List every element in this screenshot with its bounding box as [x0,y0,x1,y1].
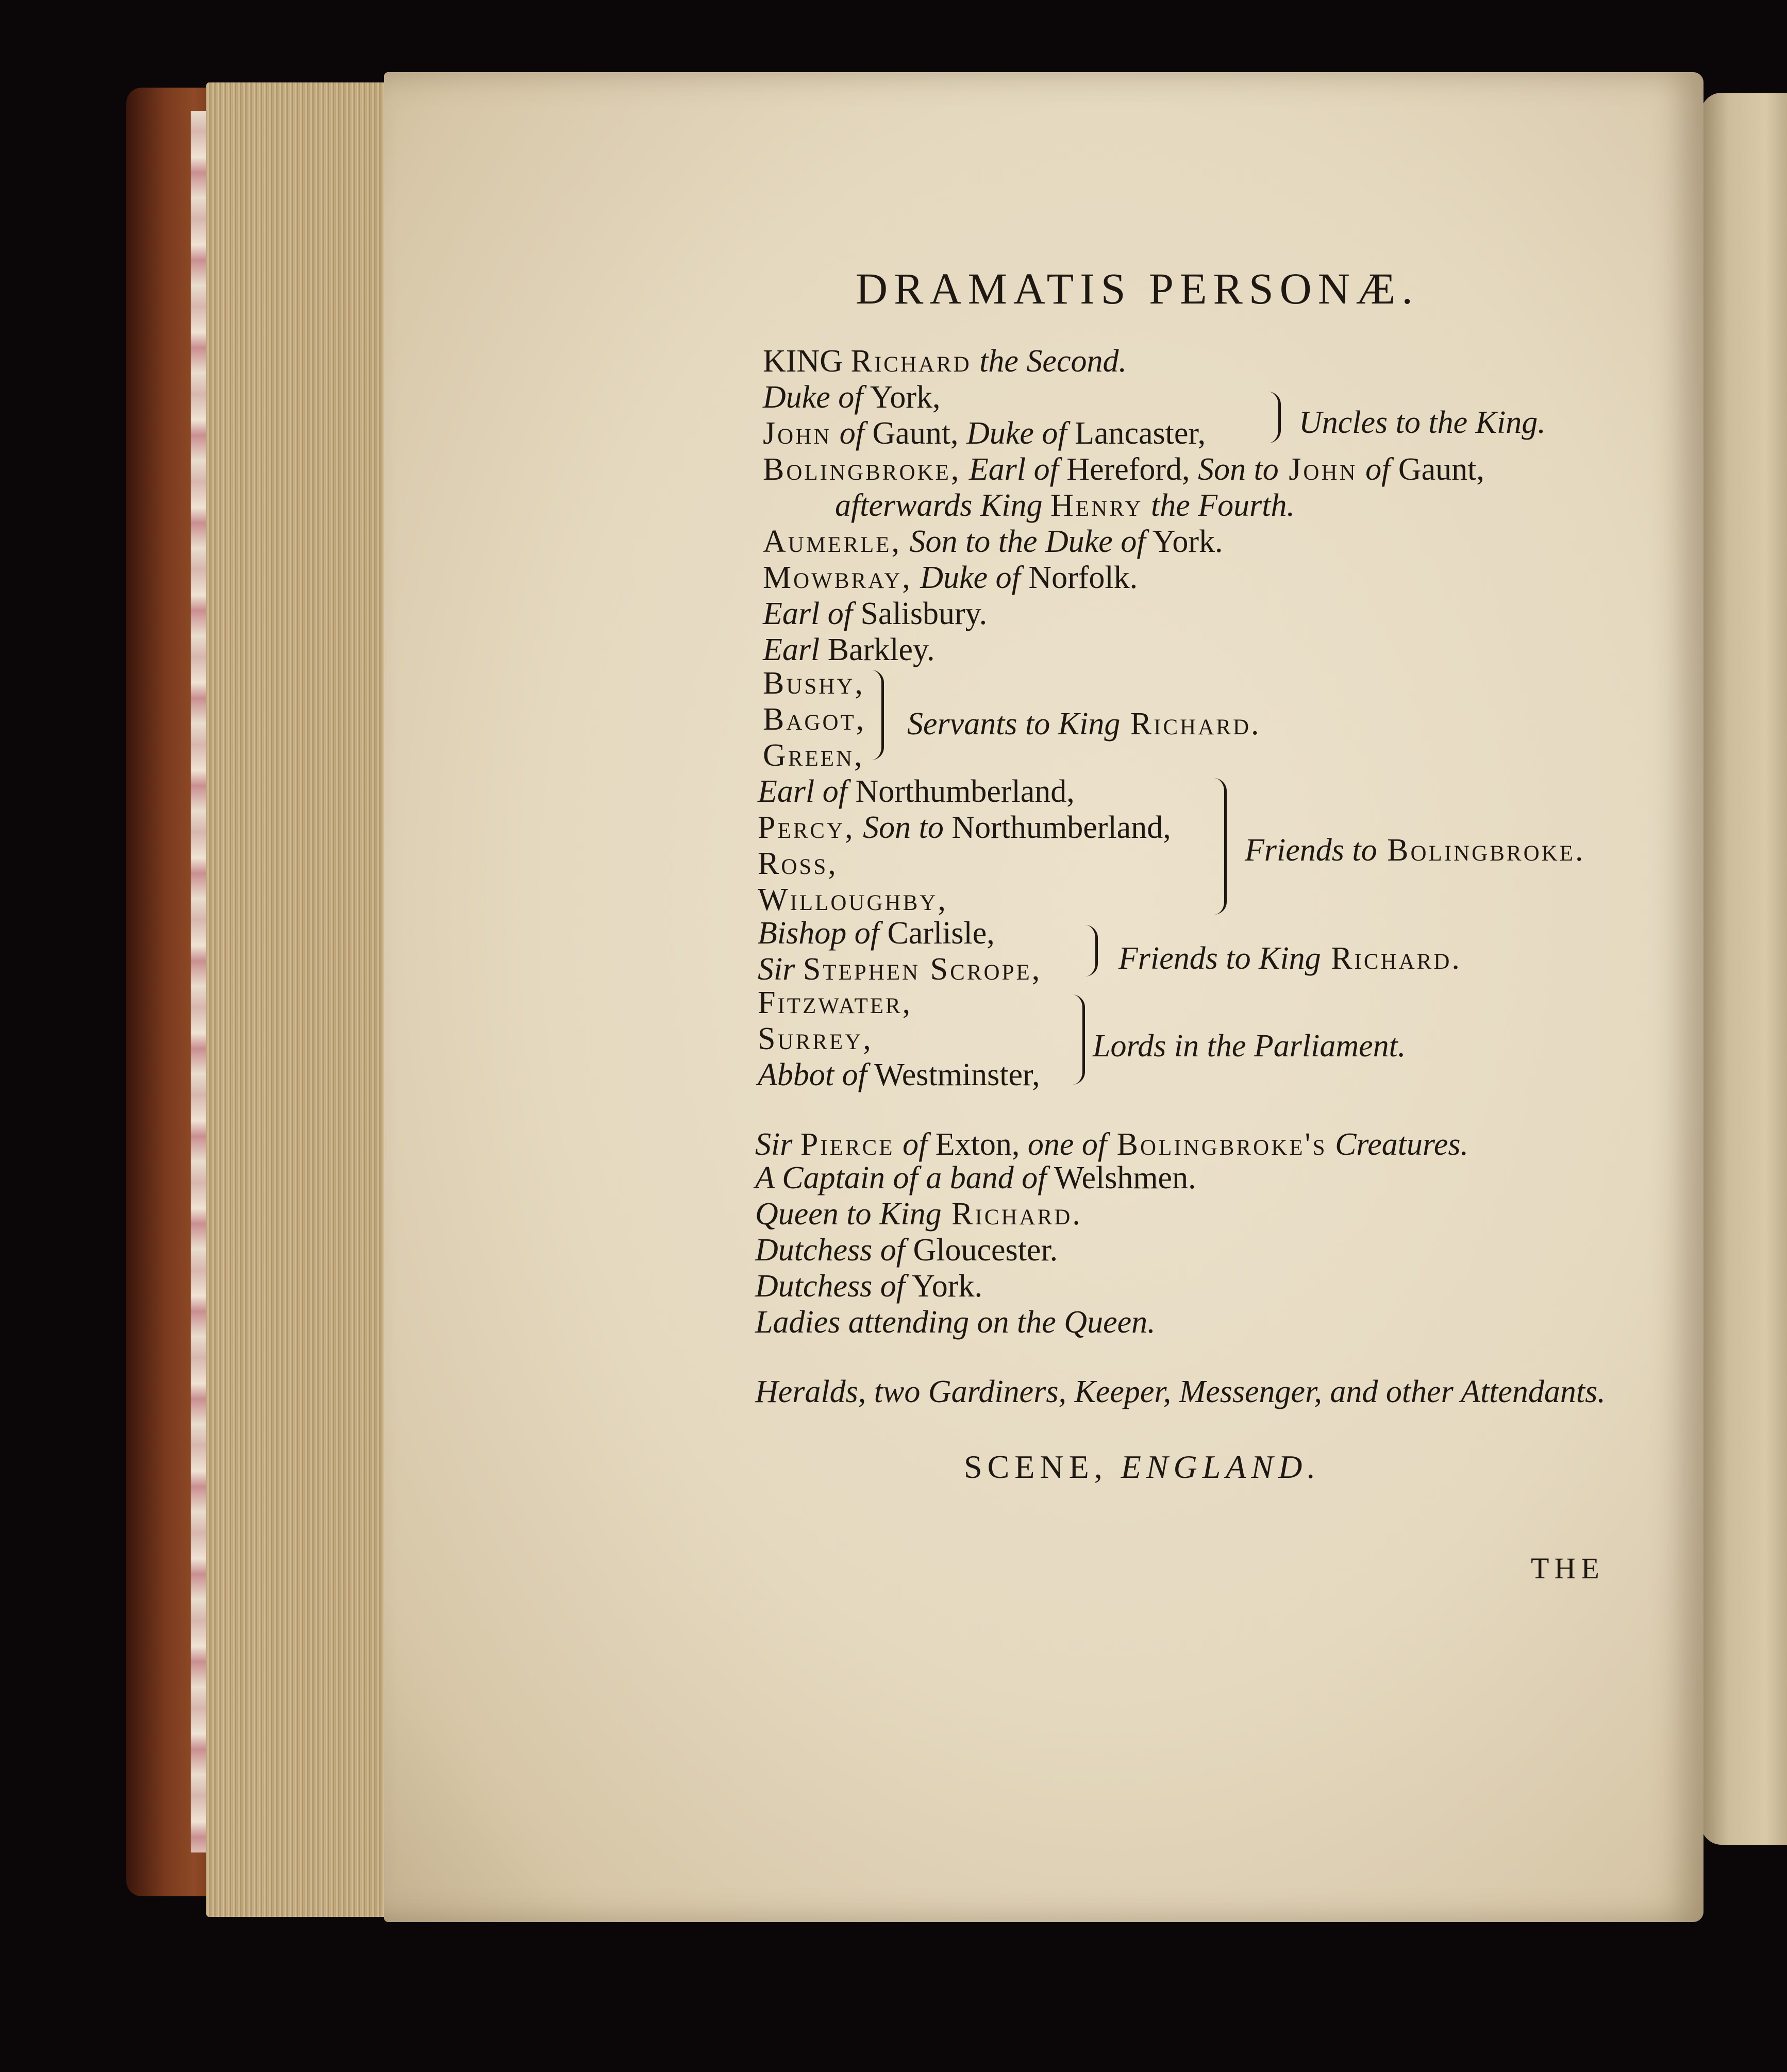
page-title: DRAMATIS PERSONÆ. [856,264,1419,313]
cast-line: Ross, [758,846,838,881]
cast-line: Bagot, [763,702,866,737]
cast-line: Earl Barkley. [763,632,935,667]
group-label-friends-richard: Friends to King Richard. [1118,941,1462,976]
cast-line: Sir Pierce of Exton, one of Bolingbroke's Creatures. [755,1127,1468,1162]
cast-line: KING Richard the Second. [763,344,1127,379]
brace [1085,925,1098,976]
cast-line: Queen to King Richard. [755,1197,1082,1232]
cast-line: Mowbray, Duke of Norfolk. [763,560,1138,595]
cast-line: Percy, Son to Northumberland, [758,810,1171,845]
cast-line: Duke of York, [763,380,941,415]
cast-line: Dutchess of York. [755,1269,982,1304]
cast-line: Sir Stephen Scrope, [758,952,1042,987]
group-label-uncles: Uncles to the King. [1299,405,1546,440]
brace [871,670,884,760]
cast-line: Willoughby, [758,882,948,917]
cast-line: Surrey, [758,1021,873,1056]
cast-line: Bolingbroke, Earl of Hereford, Son to John of Gaunt, [763,452,1484,487]
cast-line: Abbot of Westminster, [758,1057,1040,1092]
cast-line: Green, [763,738,864,773]
group-label-lords: Lords in the Parliament. [1093,1029,1406,1064]
cast-line-attendants: Heralds, two Gardiners, Keeper, Messenger, and other Attendants. [755,1374,1606,1409]
cast-line: Bishop of Carlisle, [758,916,995,951]
cast-line: Fitzwater, [758,985,913,1020]
cast-line: Earl of Northumberland, [758,774,1075,809]
cast-line: A Captain of a band of Welshmen. [755,1160,1196,1195]
group-label-friends-bolingbroke: Friends to Bolingbroke. [1245,833,1585,868]
scene-setting: SCENE, ENGLAND. [964,1448,1321,1485]
catchword: THE [1531,1552,1605,1585]
cast-line: Bushy, [763,666,865,701]
brace [1268,392,1281,443]
cast-line: Aumerle, Son to the Duke of York. [763,524,1223,559]
brace [1214,778,1227,915]
brace [1072,995,1085,1085]
cast-line: afterwards King Henry the Fourth. [835,488,1295,523]
cast-line: Ladies attending on the Queen. [755,1305,1156,1340]
group-label-servants: Servants to King Richard. [907,706,1261,742]
cast-line: Earl of Salisbury. [763,596,988,631]
cast-line: Dutchess of Gloucester. [755,1233,1058,1268]
cast-line: John of Gaunt, Duke of Lancaster, [763,416,1206,451]
